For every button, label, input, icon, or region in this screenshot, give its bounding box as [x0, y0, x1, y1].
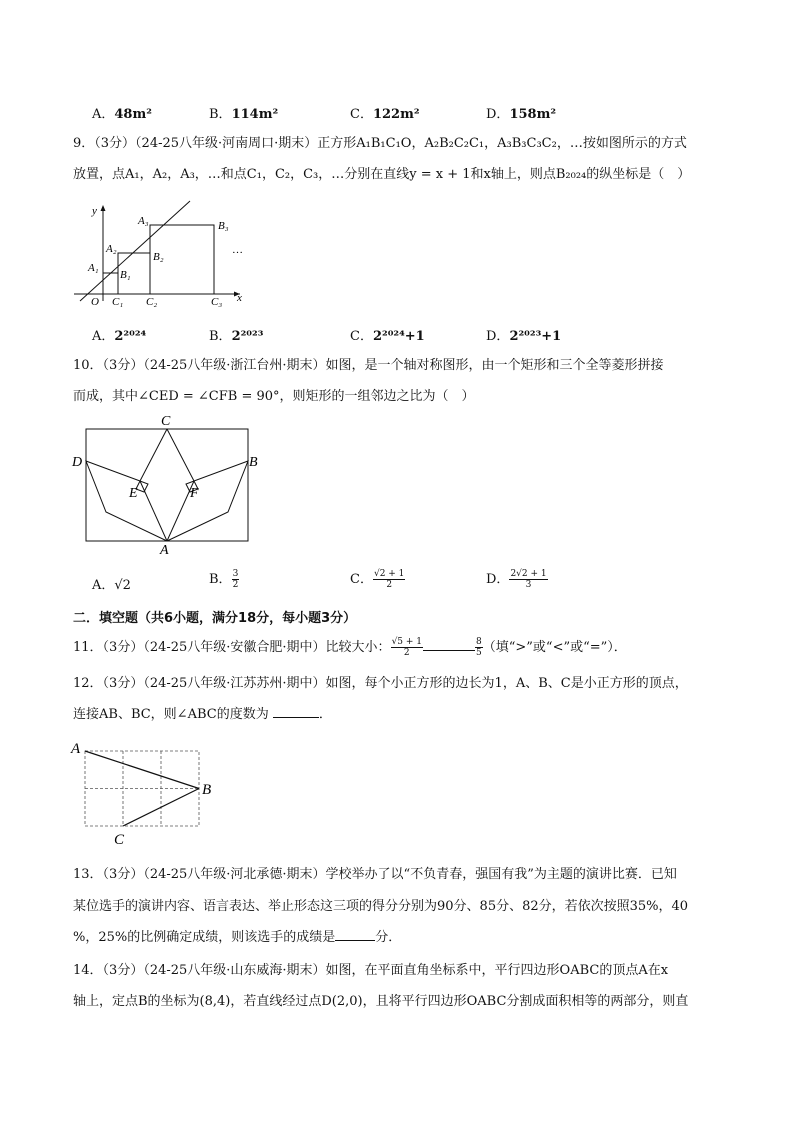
q10-stem-line2: 而成，其中∠CED = ∠CFB = 90°，则矩形的一组邻边之比为（ ） [73, 389, 475, 404]
q10-label-d: D [72, 455, 83, 470]
q10-option-c: C． $\frac{√2 + 1}{2}$ [350, 569, 405, 590]
q13-stem-line2: 某位选手的演讲内容、语言表达、举止形态这三项的得分分别为90分、85分、82分，若依次按照35%，40 [73, 899, 689, 914]
q9-stem-line1: 9．（3分）（24-25八年级·河南周口·期末）正方形A₁B₁C₁O，A₂B₂C₂C₁，A₃B₃C₃C₂，…按如图所示的方式 [73, 136, 687, 151]
q8-option-d: D．158m² [486, 107, 557, 122]
q9-label-x: x [237, 292, 242, 304]
q12-label-c: C [114, 832, 125, 848]
q9-label-a3: A₃ [138, 215, 149, 227]
q8-option-a: A．48m² [92, 107, 152, 122]
q10-option-b: B． $\frac{3}{2}$ [209, 569, 239, 590]
q10-stem-line1: 10．（3分）（24-25八年级·浙江台州·期末）如图，是一个轴对称图形，由一个矩形和三个全等菱形拼接 [73, 358, 664, 373]
q9-label-b3: B₃ [218, 220, 229, 232]
q10-label-c: C [161, 414, 171, 429]
q13-stem-line3: %，25%的比例确定成绩，则该选手的成绩是 分． [73, 930, 402, 945]
q9-label-dots: … [232, 244, 243, 256]
q10-label-b: B [249, 455, 258, 470]
q9-label-a2: A₂ [106, 243, 117, 255]
q9-label-c1: C₁ [112, 296, 124, 307]
q13-answer-blank[interactable] [335, 940, 375, 941]
q8-option-b: B．114m² [209, 107, 279, 122]
q9-label-a1: A₁ [88, 262, 99, 274]
q9-label-y: y [92, 205, 97, 217]
q12-answer-blank[interactable] [273, 717, 319, 718]
q9-figure [70, 197, 250, 307]
q9-option-d: D．2²⁰²³+1 [486, 329, 562, 344]
q12-stem-line2: 连接AB、BC，则∠ABC的度数为 ． [73, 707, 332, 722]
q8-option-c: C．122m² [350, 107, 420, 122]
q11-answer-blank[interactable] [423, 650, 475, 651]
q9-option-b: B．2²⁰²³ [209, 329, 264, 344]
q9-label-b1: B₁ [120, 269, 131, 281]
q9-stem-line2: 放置，点A₁，A₂，A₃，…和点C₁，C₂，C₃，…分别在直线y = x + 1和x轴上，则点B₂₀₂₄的纵坐标是（ ） [73, 167, 691, 182]
q10-figure [70, 411, 260, 556]
q9-label-o: O [91, 296, 99, 307]
q9-option-a: A．2²⁰²⁴ [92, 329, 147, 344]
q10-option-a: A．√2 [92, 578, 131, 593]
section-fill-in-heading: 二．填空题（共6小题，满分18分，每小题3分） [73, 611, 357, 626]
q10-label-e: E [129, 486, 138, 501]
q9-label-c2: C₂ [146, 296, 158, 307]
q9-label-b2: B₂ [153, 251, 164, 263]
q14-stem-line2: 轴上，定点B的坐标为(8,4)，若直线经过点D(2,0)，且将平行四边形OABC分割成面积相等的两部分，则直 [73, 994, 689, 1009]
q12-stem-line1: 12．（3分）（24-25八年级·江苏苏州·期中）如图，每个小正方形的边长为1，A、B、C是小正方形的顶点， [73, 676, 688, 691]
q10-label-f: F [190, 486, 199, 501]
q11-stem: 11．（3分）（24-25八年级·安徽合肥·期中）比较大小： $\frac{√5 + 1}{2}$ $\frac{8}{5}$ （填“>”或“<”或“=”）． [73, 637, 627, 658]
q13-stem-line1: 13．（3分）（24-25八年级·河北承德·期末）学校举办了以“不负青春，强国有我”为主题的演讲比赛．已知 [73, 867, 677, 882]
q10-label-a: A [160, 543, 169, 556]
q9-option-c: C．2²⁰²⁴+1 [350, 329, 425, 344]
q12-figure [68, 738, 218, 850]
q12-label-b: B [202, 782, 212, 798]
q10-option-d: D． $\frac{2√2 + 1}{3}$ [486, 569, 547, 590]
q12-label-a: A [71, 741, 81, 757]
q14-stem-line1: 14．（3分）（24-25八年级·山东威海·期末）如图，在平面直角坐标系中，平行四边形OABC的顶点A在x [73, 963, 669, 978]
q9-label-c3: C₃ [211, 296, 223, 307]
